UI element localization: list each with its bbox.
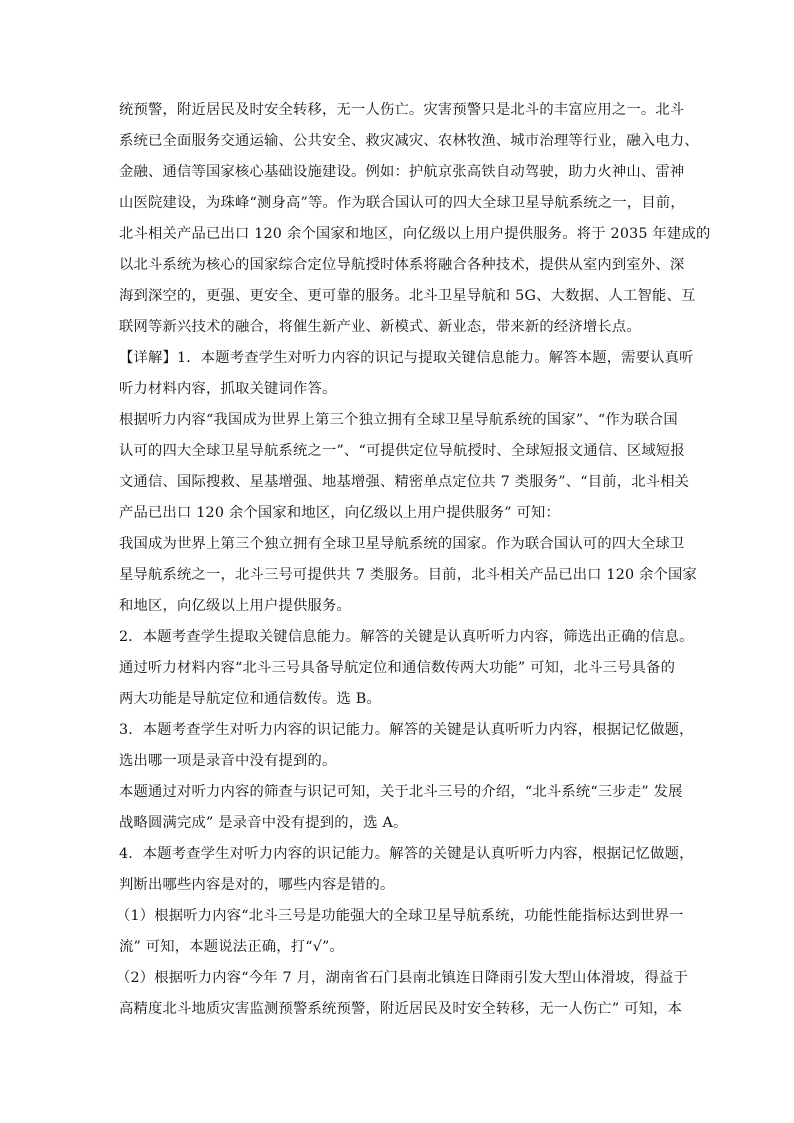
text-line: 海到深空的，更强、更安全、更可靠的服务。北斗卫星导航和 5G、大数据、人工智能、互 bbox=[119, 288, 696, 304]
text-line: 我国成为世界上第三个独立拥有全球卫星导航系统的国家。作为联合国认可的四大全球卫 bbox=[119, 536, 685, 552]
text-line: 判断出哪些内容是对的，哪些内容是错的。 bbox=[119, 877, 395, 893]
text-line: 本题通过对听力内容的筛查与识记可知，关于北斗三号的介绍，“北斗系统“三步走” 发展 bbox=[119, 784, 683, 800]
text-line: 金融、通信等国家核心基础设施建设。例如：护航京张高铁自动驾驶，助力火神山、雷神 bbox=[119, 164, 685, 180]
text-line: 系统已全面服务交通运输、公共安全、救灾减灾、农林牧渔、城市治理等行业，融入电力、 bbox=[119, 133, 699, 149]
text-line: 2．本题考查学生提取关键信息能力。解答的关键是认真听听力内容，筛选出正确的信息。 bbox=[119, 629, 694, 645]
text-line: 3．本题考查学生对听力内容的识记能力。解答的关键是认真听听力内容，根据记忆做题， bbox=[119, 722, 694, 738]
text-line: 文通信、国际搜救、星基增强、地基增强、精密单点定位共 7 类服务”、“目前，北斗相关 bbox=[119, 474, 690, 490]
text-line: 4．本题考查学生对听力内容的识记能力。解答的关键是认真听听力内容，根据记忆做题， bbox=[119, 846, 694, 862]
text-line: （1）根据听力内容“北斗三号是功能强大的全球卫星导航系统，功能性能指标达到世界一 bbox=[116, 908, 684, 924]
text-line: （2）根据听力内容“今年 7 月，湖南省石门县南北镇连日降雨引发大型山体滑坡，得益于 bbox=[116, 970, 688, 986]
text-line: 两大功能是导航定位和通信数传。选 B。 bbox=[119, 691, 381, 707]
text-line: 北斗相关产品已出口 120 余个国家和地区，向亿级以上用户提供服务。将于 2035 年建成的 bbox=[119, 226, 711, 242]
text-line: 统预警，附近居民及时安全转移，无一人伤亡。灾害预警只是北斗的丰富应用之一。北斗 bbox=[119, 102, 685, 118]
text-line: 和地区，向亿级以上用户提供服务。 bbox=[119, 598, 351, 614]
text-line: 流” 可知，本题说法正确，打“√”。 bbox=[119, 939, 345, 955]
text-line: 选出哪一项是录音中没有提到的。 bbox=[119, 753, 337, 769]
text-line: 认可的四大全球卫星导航系统之一”、“可提供定位导航授时、全球短报文通信、区域短报 bbox=[119, 443, 685, 459]
text-line: 产品已出口 120 余个国家和地区，向亿级以上用户提供服务” 可知： bbox=[119, 505, 561, 521]
text-line: 山医院建设，为珠峰“测身高”等。作为联合国认可的四大全球卫星导航系统之一，目前， bbox=[119, 195, 685, 211]
text-line: 联网等新兴技术的融合，将催生新产业、新模式、新业态，带来新的经济增长点。 bbox=[119, 319, 641, 335]
text-line: 听力材料内容，抓取关键词作答。 bbox=[119, 381, 337, 397]
text-line: 根据听力内容“我国成为世界上第三个独立拥有全球卫星导航系统的国家”、“作为联合国 bbox=[119, 412, 678, 428]
text-line: 星导航系统之一，北斗三号可提供共 7 类服务。目前，北斗相关产品已出口 120 余个国家 bbox=[119, 567, 698, 583]
text-line: 以北斗系统为核心的国家综合定位导航授时体系将融合各种技术，提供从室内到室外、深 bbox=[119, 257, 685, 273]
text-line: 战略圆满完成” 是录音中没有提到的，选 A。 bbox=[119, 815, 408, 831]
text-line: 高精度北斗地质灾害监测预警系统预警，附近居民及时安全转移，无一人伤亡” 可知，本 bbox=[119, 1001, 683, 1017]
text-line: 通过听力材料内容“北斗三号具备导航定位和通信数传两大功能” 可知，北斗三号具备的 bbox=[119, 660, 676, 676]
detail-heading-line: 【详解】1．本题考查学生对听力内容的识记与提取关键信息能力。解答本题，需要认真听 bbox=[119, 350, 694, 366]
